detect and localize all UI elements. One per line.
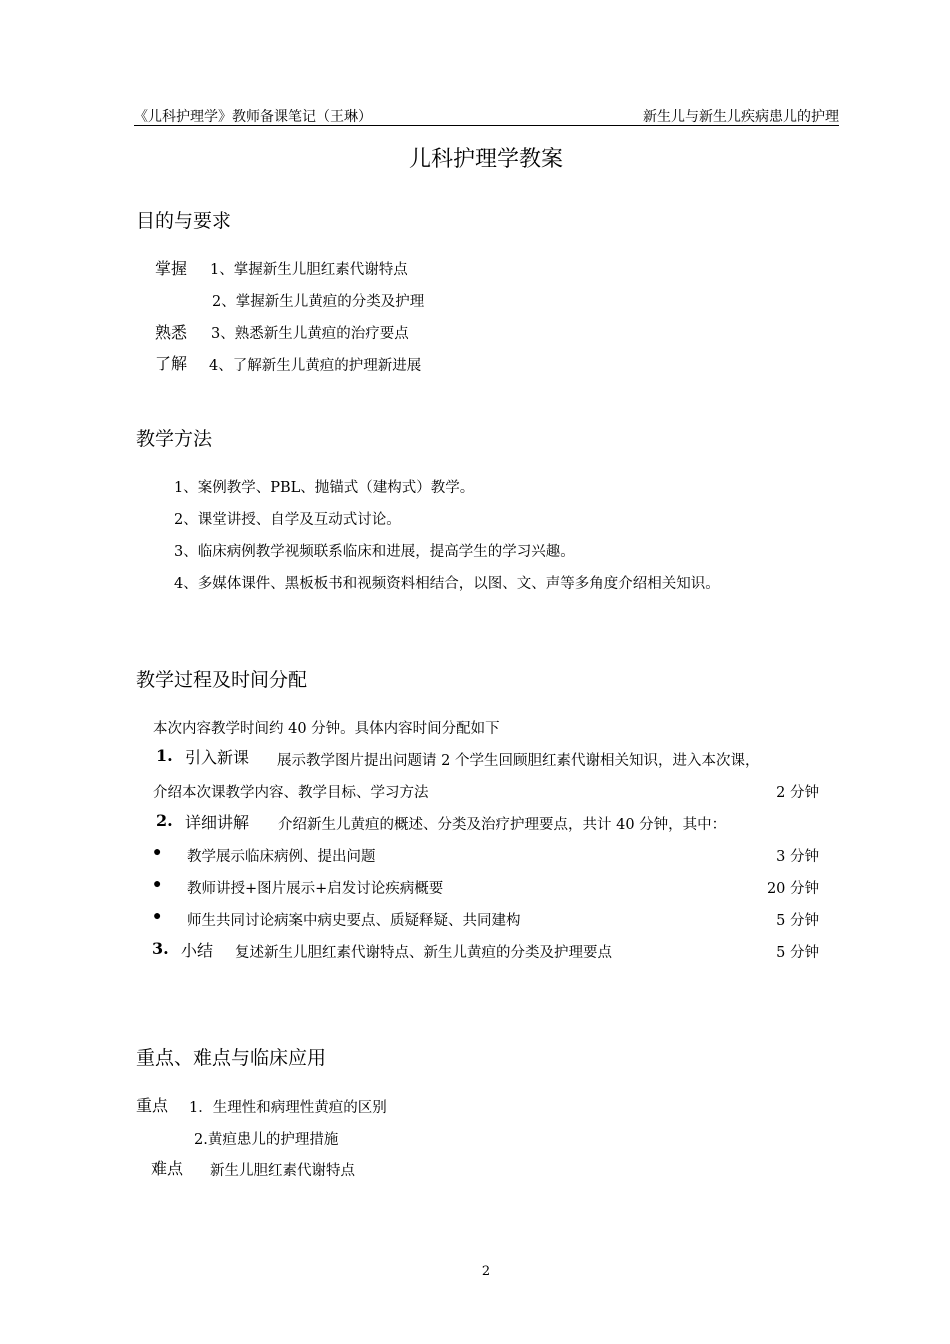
bullet-icon: ● bbox=[153, 909, 162, 924]
focus-item-1: 1．生理性和病理性黄疸的区别 bbox=[189, 1100, 387, 1116]
header-right: 新生儿与新生儿疾病患儿的护理 bbox=[643, 109, 839, 125]
step1-text-line1: 展示教学图片提出问题请 2 个学生回顾胆红素代谢相关知识，进入本次课， bbox=[277, 753, 760, 769]
difficulty-text: 新生儿胆红素代谢特点 bbox=[210, 1163, 355, 1179]
familiar-label: 熟悉 bbox=[155, 323, 188, 342]
step2-bullet-3-text: 师生共同讨论病案中病史要点、质疑释疑、共同建构 bbox=[187, 913, 521, 929]
focus-item-2: 2.黄疸患儿的护理措施 bbox=[194, 1132, 339, 1148]
step2-number: 2. bbox=[156, 811, 173, 830]
master-label: 掌握 bbox=[155, 259, 188, 278]
step3-time: 5 分钟 bbox=[776, 945, 819, 961]
step2-label: 详细讲解 bbox=[185, 813, 250, 832]
step2-bullet-1-text: 教学展示临床病例、提出问题 bbox=[187, 849, 376, 865]
difficulty-label: 难点 bbox=[151, 1159, 184, 1178]
key-points-heading: 重点、难点与临床应用 bbox=[136, 1047, 327, 1069]
bullet-icon: ● bbox=[153, 845, 162, 860]
understand-label: 了解 bbox=[155, 354, 188, 373]
header-left: 《儿科护理学》教师备课笔记（王琳） bbox=[134, 109, 372, 125]
step2-bullet-2-time: 20 分钟 bbox=[766, 881, 819, 897]
method-item-3: 3、临床病例教学视频联系临床和进展，提高学生的学习兴趣。 bbox=[174, 544, 575, 560]
step2-bullet-1-time: 3 分钟 bbox=[776, 849, 819, 865]
objective-item-1: 1、掌握新生儿胆红素代谢特点 bbox=[210, 262, 408, 278]
step3-text: 复述新生儿胆红素代谢特点、新生儿黄疸的分类及护理要点 bbox=[235, 945, 612, 961]
step1-label: 引入新课 bbox=[185, 748, 250, 767]
focus-label: 重点 bbox=[136, 1096, 169, 1115]
header-rule bbox=[134, 125, 839, 126]
objective-item-2: 2、掌握新生儿黄疸的分类及护理 bbox=[212, 294, 425, 310]
methods-heading: 教学方法 bbox=[136, 428, 213, 450]
objective-item-3: 3、熟悉新生儿黄疸的治疗要点 bbox=[211, 326, 409, 342]
step1-time: 2 分钟 bbox=[776, 785, 819, 801]
objectives-heading: 目的与要求 bbox=[136, 210, 232, 232]
step3-label: 小结 bbox=[181, 941, 214, 960]
method-item-2: 2、课堂讲授、自学及互动式讨论。 bbox=[174, 512, 401, 528]
page-number: 2 bbox=[481, 1264, 491, 1279]
step2-bullet-3-time: 5 分钟 bbox=[776, 913, 819, 929]
step2-text: 介绍新生儿黄疸的概述、分类及治疗护理要点，共计 40 分钟，其中： bbox=[278, 817, 727, 833]
bullet-icon: ● bbox=[153, 877, 162, 892]
process-intro: 本次内容教学时间约 40 分钟。具体内容时间分配如下 bbox=[153, 721, 500, 737]
step3-number: 3. bbox=[152, 939, 169, 958]
method-item-1: 1、案例教学、PBL、抛锚式（建构式）教学。 bbox=[174, 480, 475, 496]
process-heading: 教学过程及时间分配 bbox=[136, 669, 308, 691]
step1-text-line2: 介绍本次课教学内容、教学目标、学习方法 bbox=[153, 785, 429, 801]
step1-number: 1. bbox=[156, 746, 173, 765]
objective-item-4: 4、了解新生儿黄疸的护理新进展 bbox=[209, 358, 422, 374]
method-item-4: 4、多媒体课件、黑板板书和视频资料相结合，以图、文、声等多角度介绍相关知识。 bbox=[174, 576, 720, 592]
step2-bullet-2-text: 教师讲授+图片展示+启发讨论疾病概要 bbox=[187, 881, 444, 897]
page-title: 儿科护理学教案 bbox=[408, 147, 563, 172]
